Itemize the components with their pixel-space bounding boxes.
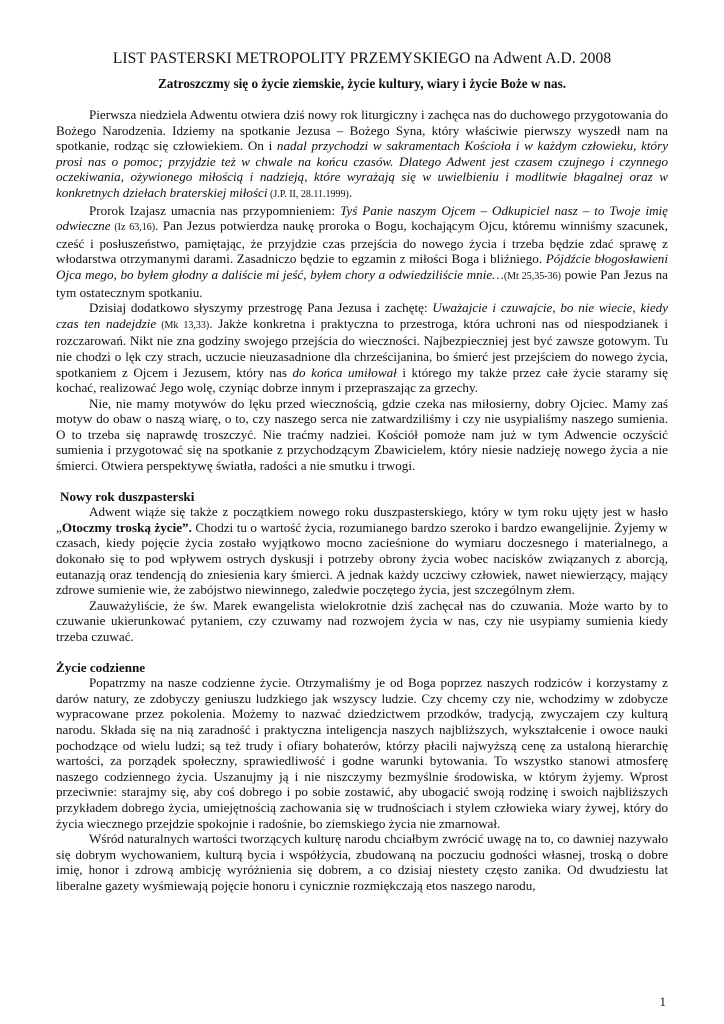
paragraph-daily-life: Popatrzmy na nasze codzienne życie. Otrzymaliśmy je od Boga poprzez naszych rodziców i korzystamy z darów natury, ze zdobyczy geniuszu ludzkiego jak wszyscy ludzie. Czy chcemy czy nie, wchodzimy w zdobycze wypracowane przez pokolenia. Możemy to nazwać dziedzictwem przodków, tradycją, zwyczajem czy kulturą narodu. Składa się na nią zaradność i praktyczna inteligencja naszych najbliższych, wykształcenie i owoce nauki pochodzące od wielu ludzi; są też trudy i ofiary bohaterów, którzy płacili najwyższą cenę za ustaloną hierarchię wartości, za porządek społeczny, sprawiedliwość i godne warunki bytowania. To wszystko stanowi atmosferę naszego codziennego życia. Uszanujmy ją i nie niszczymy bezmyślnie środowiska, w którym żyjemy. Wprost przeciwnie: starajmy się, aby coś dobrego i po sobie zostawić, aby ubogacić swoją rodzinę i swoich najbliższych przykładem dobrego życia, umiejętnością zachowania się w trudnościach i stylem człowieka wiary żywej, który do życia wiecznego przejdzie spokojnie i radośnie, bo ziemskiego życia nie zmarnował. (56, 675, 668, 831)
spacer (56, 645, 668, 660)
paragraph-warning: Dzisiaj dodatkowo słyszymy przestrogę Pana Jezusa i zachętę: Uważajcie i czuwajcie, bo nie wiecie, kiedy czas ten nadejdzie (Mk 13,33). Jakże konkretna i praktyczna to przestroga, która uchroni nas od niespodzianek i rozczarowań. Nikt nie zna godziny swojego przejścia do wieczności. Najbezpieczniej jest być zawsze gotowym. Tu nie chodzi o lęk czy strach, uczucie nieuzasadnione dla chrześcijanina, bo śmierć jest przejściem do nowego życia, spotkaniem z Ojcem i Jezusem, który nas do końca umiłował i którego my także przez całe życie staramy się kochać, realizować Jego wolę, czyniąc dobrze innym i przepraszając za grzechy. (56, 300, 669, 396)
page-number: 1 (659, 994, 666, 1009)
section-heading-daily-life: Życie codzienne (56, 659, 146, 675)
spacer (56, 474, 668, 489)
document-title: LIST PASTERSKI METROPOLITY PRZEMYSKIEGO na Adwent A.D. 2008 (112, 50, 612, 67)
paragraph-isaiah: Prorok Izajasz umacnia nas przypomnieniem: Tyś Panie naszym Ojcem – Odkupiciel nasz – to Twoje imię odwieczne (Iz 63,16). Pan Jezus potwierdza naukę proroka o Bogu, kochającym Ojcu, któremu winniśmy szacunek, cześć i posłuszeństwo, pamiętając, że przyjdzie czas przejścia do nowego życia i trzeba będzie zdać sprawę z włodarstwa otrzymanymi darami. Zasadniczo będzie to egzamin z miłości Boga i bliźniego. Pójdźcie błogosławieni Ojca mego, bo byłem głodny a daliście mi jeść, byłem chory a odwiedziliście mnie…(Mt 25,35-36) powie Pan Jezus na tym ostatecznym spotkaniu. (56, 202, 668, 300)
paragraph-hope: Nie, nie mamy motywów do lęku przed wiecznością, gdzie czeka nas miłosierny, dobry Ojciec. Mamy zaś motyw do obaw o naszą wiarę, o to, czy naszego serca nie zatwardziliśmy i czy nie usypialiśmy naszego sumienia. O to trzeba się naprawdę troszczyć. Nie traćmy nadziei. Kościół pomoże nam już w tym Adwencie oczyścić sumienia i przygotować się na spotkanie z przychodzącym Zbawicielem, który niesie nadzieję nowego życia a nie śmierci. Otwiera perspektywę światła, radości a nie smutku i trwogi. (56, 395, 668, 474)
document-subtitle: Zatroszczmy się o życie ziemskie, życie kultury, wiary i życie Boże w nas. (157, 76, 567, 91)
paragraph-pastoral-year: Adwent wiąże się także z początkiem nowego roku duszpasterskiego, który w tym roku ujęty jest w hasło „Otoczmy troską życie”. Chodzi tu o wartość życia, rozumianego bardzo szeroko i bardzo ewangelijnie. Żyjemy w czasach, kiedy pojęcie życia zostało wyjątkowo mocno zacieśnione do wymiaru doczesnego i materialnego, a dokonało się to pod wpływem ostrych dyskusji i potrzeby obrony życia wobec nacisków związanych z aborcją, eutanazją oraz tendencją do zniesienia kary śmierci. A jednak każdy uczciwy człowiek, nawet niewierzący, mający zdrowe sumienie wie, że zabójstwo niewinnego, zaledwie poczętego życia, jest szczególnym złem. (56, 504, 668, 598)
paragraph-intro: Pierwsza niedziela Adwentu otwiera dziś nowy rok liturgiczny i zachęca nas do duchowego przygotowania do Bożego Narodzenia. Idziemy na spotkanie Jezusa – Bożego Syna, który właściwie pierwszy wyszedł nam na spotkanie, rodząc się człowiekiem. On i nadal przychodzi w sakramentach Kościoła i w każdym człowieku, który prosi nas o pomoc; przyjdzie też w chwale na końcu czasów. Dlatego Adwent jest czasem czujnego i czynnego oczekiwania, ożywionego miłością i nadzieją, które wyrażają się w uwielbieniu i modlitwie błagalnej oraz w konkretnych dziełach braterskiej miłości (J.P. II, 28.11.1999). (56, 107, 669, 200)
paragraph-culture: Wśród naturalnych wartości tworzących kulturę narodu chciałbym zwrócić uwagę na to, co dawniej nazywało się dobrym wychowaniem, kulturą bycia i współżycia, zbudowaną na poczuciu godności własnej, troską o dobre imię, honor i zdrową ambicję wyróżnienia się dobrem, a co dzisiaj niestety często zanika. Od dwudziestu lat liberalne gazety wyśmiewają pojęcie honoru i cynicznie rozmiękczają etos naszego narodu, (56, 831, 668, 893)
document-body (56, 107, 668, 894)
section-heading-pastoral-year: Nowy rok duszpasterski (60, 488, 195, 504)
paragraph-vigilance: Zauważyliście, że św. Marek ewangelista wielokrotnie dziś zachęcał nas do czuwania. Może warto by to czuwanie ukierunkować pytaniem, czy czuwamy nad rozwojem życia w nas, czy nie usypiamy sumienia kiedy trzeba czuwać. (56, 597, 668, 644)
